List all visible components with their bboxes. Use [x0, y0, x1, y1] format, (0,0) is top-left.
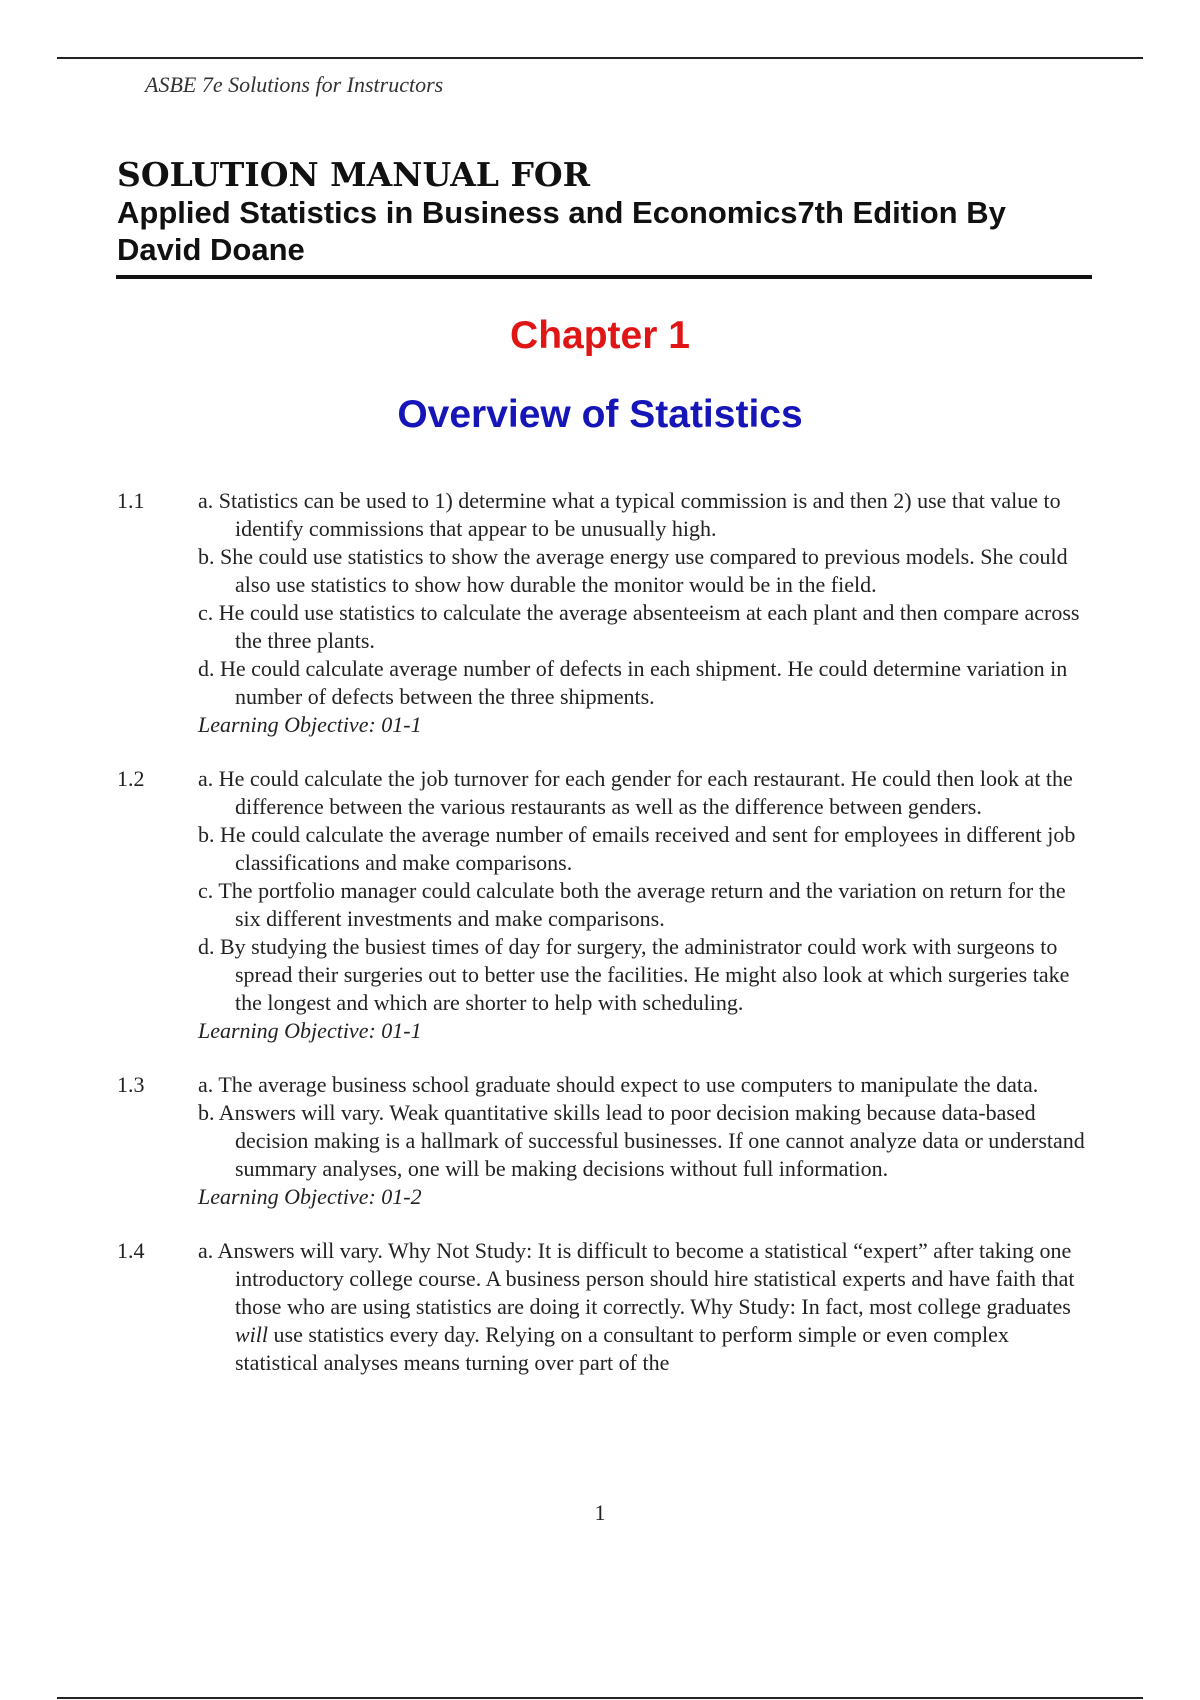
running-header: ASBE 7e Solutions for Instructors	[145, 72, 444, 97]
problem-part: b. She could use statistics to show the average energy use compared to previous models. She could also use statistics to show how durable the monitor would be in the field.	[198, 544, 1068, 597]
learning-objective: Learning Objective: 01-1	[198, 1018, 422, 1043]
problem-1-4	[117, 1237, 1092, 1377]
book-title-line-1: Applied Statistics in Business and Economics7th Edition By	[117, 195, 1006, 230]
problem-part: d. By studying the busiest times of day for surgery, the administrator could work with surgeons to spread their surgeries out to better use the facilities. He might also look at which surgeries take the longest and which are shorter to help with scheduling.	[198, 934, 1070, 1015]
problem-number: 1.2	[117, 766, 145, 791]
problem-part: b. Answers will vary. Weak quantitative skills lead to poor decision making because data-based decision making is a hallmark of successful businesses. If one cannot analyze data or understand summary analyses, one will be making decisions without full information.	[198, 1100, 1085, 1181]
problem-1-2	[117, 765, 1092, 1045]
problem-number: 1.3	[117, 1072, 145, 1097]
book-title-line-2: David Doane	[117, 232, 305, 267]
problem-part: a. Statistics can be used to 1) determine what a typical commission is and then 2) use that value to identify commissions that appear to be unusually high.	[198, 488, 1061, 541]
book-title	[117, 194, 1092, 268]
manual-heading: SOLUTION MANUAL FOR	[117, 155, 591, 194]
problem-number: 1.4	[117, 1238, 145, 1263]
bottom-rule	[57, 1697, 1143, 1699]
title-block	[117, 156, 1092, 268]
problem-part: b. He could calculate the average number of emails received and sent for employees in different job classifications and make comparisons.	[198, 822, 1076, 875]
problem-1-3	[117, 1071, 1092, 1211]
top-rule	[57, 57, 1143, 59]
problem-part: d. He could calculate average number of defects in each shipment. He could determine variation in number of defects between the three shipments.	[198, 656, 1068, 709]
problem-1-1	[117, 487, 1092, 739]
emphasis-will: will	[235, 1322, 269, 1347]
part-text: a. Answers will vary. Why Not Study: It is difficult to become a statistical “expert” after taking one introductory college course. A business person should hire statistical experts and have faith that those who are using statistics are doing it correctly. Why Study: In fact, most college graduates	[198, 1238, 1075, 1319]
learning-objective: Learning Objective: 01-2	[198, 1184, 422, 1209]
problem-part: a. He could calculate the job turnover for each gender for each restaurant. He could then look at the difference between the various restaurants as well as the difference between genders.	[198, 766, 1073, 819]
problem-part: a. The average business school graduate should expect to use computers to manipulate the data.	[198, 1072, 1039, 1097]
chapter-label: Chapter 1	[510, 314, 690, 357]
problem-part	[198, 1237, 1092, 1377]
problem-part: c. The portfolio manager could calculate both the average return and the variation on return for the six different investments and make comparisons.	[198, 878, 1066, 931]
page-number: 1	[594, 1500, 606, 1525]
part-text: use statistics every day. Relying on a consultant to perform simple or even complex statistical analyses means turning over part of the	[235, 1322, 1009, 1375]
problem-number: 1.1	[117, 488, 145, 513]
title-rule	[116, 275, 1092, 279]
chapter-title: Overview of Statistics	[397, 393, 803, 436]
learning-objective: Learning Objective: 01-1	[198, 712, 422, 737]
problem-part: c. He could use statistics to calculate the average absenteeism at each plant and then compare across the three plants.	[198, 600, 1080, 653]
problem-list	[117, 487, 1092, 1403]
